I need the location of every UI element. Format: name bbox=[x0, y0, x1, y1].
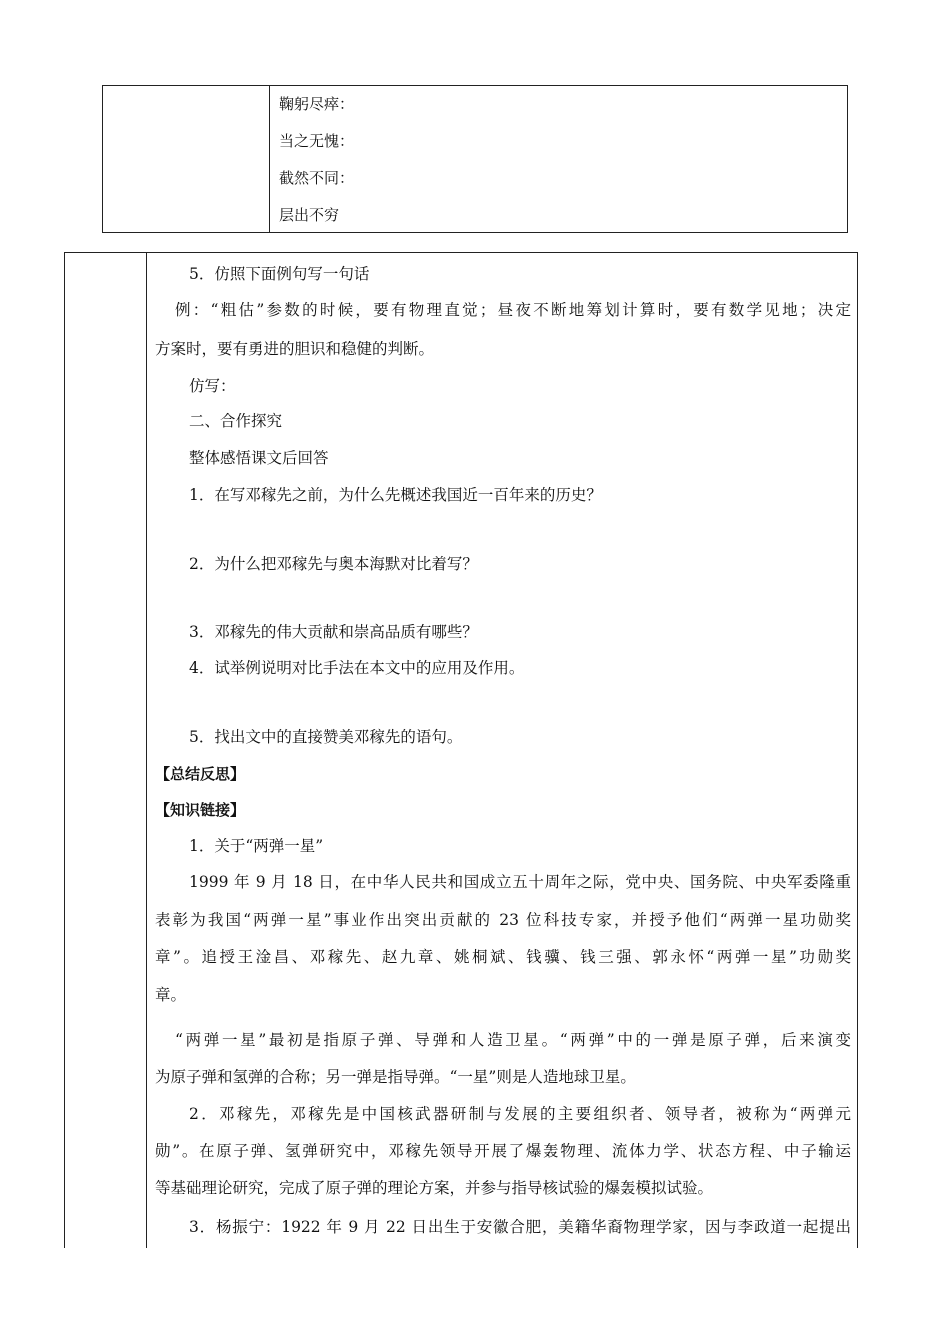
example-sentence: 方案时，要有勇进的胆识和稳健的判断。 bbox=[155, 340, 435, 358]
vocab-table bbox=[102, 85, 848, 233]
question-4: 4．试举例说明对比手法在本文中的应用及作用。 bbox=[189, 659, 525, 677]
knowledge-paragraph: 1999 年 9 月 18 日，在中华人民共和国成立五十周年之际，党中央、国务院、中央军委隆重 bbox=[189, 873, 851, 891]
knowledge-item-3: 3．杨振宁：1922 年 9 月 22 日出生于安徽合肥，美籍华裔物理学家，因与李政道一起提出 bbox=[189, 1218, 851, 1236]
knowledge-item-2: 2．邓稼先，邓稼先是中国核武器研制与发展的主要组织者、领导者，被称为“两弹元 bbox=[189, 1105, 851, 1123]
knowledge-item-2: 勋”。在原子弹、氢弹研究中，邓稼先领导开展了爆轰物理、流体力学、状态方程、中子输运 bbox=[155, 1142, 851, 1160]
vocab-item: 截然不同： bbox=[279, 169, 355, 187]
vocab-item: 层出不穷 bbox=[279, 206, 340, 224]
knowledge-paragraph: 章。 bbox=[155, 986, 187, 1004]
knowledge-paragraph: 章”。追授王淦昌、邓稼先、赵九章、姚桐斌、钱骥、钱三强、郭永怀“两弹一星”功勋奖 bbox=[155, 948, 851, 966]
question-3: 3．邓稼先的伟大贡献和崇高品质有哪些？ bbox=[189, 623, 478, 641]
vocab-item: 当之无愧： bbox=[279, 132, 355, 150]
knowledge-item-1-title: 1．关于“两弹一星” bbox=[189, 837, 324, 855]
question-5: 5．找出文中的直接赞美邓稼先的语句。 bbox=[189, 728, 463, 746]
knowledge-item-2: 等基础理论研究，完成了原子弹的理论方案，并参与指导核试验的爆轰模拟试验。 bbox=[155, 1179, 714, 1197]
knowledge-paragraph: 表彰为我国“两弹一星”事业作出突出贡献的 23 位科技专家，并授予他们“两弹一星功勋奖 bbox=[155, 911, 851, 929]
study-guide-left-cell bbox=[65, 253, 147, 1248]
question-2: 2．为什么把邓稼先与奥本海默对比着写？ bbox=[189, 555, 478, 573]
question-1: 1．在写邓稼先之前，为什么先概述我国近一百年来的历史？ bbox=[189, 486, 602, 504]
summary-heading: 【总结反思】 bbox=[155, 765, 246, 783]
knowledge-heading: 【知识链接】 bbox=[155, 801, 246, 819]
instruction: 整体感悟课文后回答 bbox=[189, 449, 329, 467]
knowledge-paragraph: 为原子弹和氢弹的合称；另一弹是指导弹。“一星”则是人造地球卫星。 bbox=[155, 1068, 636, 1086]
study-guide-table bbox=[64, 252, 858, 1248]
question-5-title: 5．仿照下面例句写一句话 bbox=[189, 265, 370, 283]
section-heading: 二、合作探究 bbox=[189, 412, 283, 430]
vocab-table-left-cell bbox=[103, 86, 270, 232]
vocab-item: 鞠躬尽瘁： bbox=[279, 95, 355, 113]
imitate-prompt: 仿写： bbox=[189, 377, 236, 395]
knowledge-paragraph: “两弹一星”最初是指原子弹、导弹和人造卫星。“两弹”中的一弹是原子弹，后来演变 bbox=[175, 1031, 851, 1049]
example-sentence: 例：“粗估”参数的时候，要有物理直觉；昼夜不断地筹划计算时，要有数学见地；决定 bbox=[175, 301, 851, 319]
